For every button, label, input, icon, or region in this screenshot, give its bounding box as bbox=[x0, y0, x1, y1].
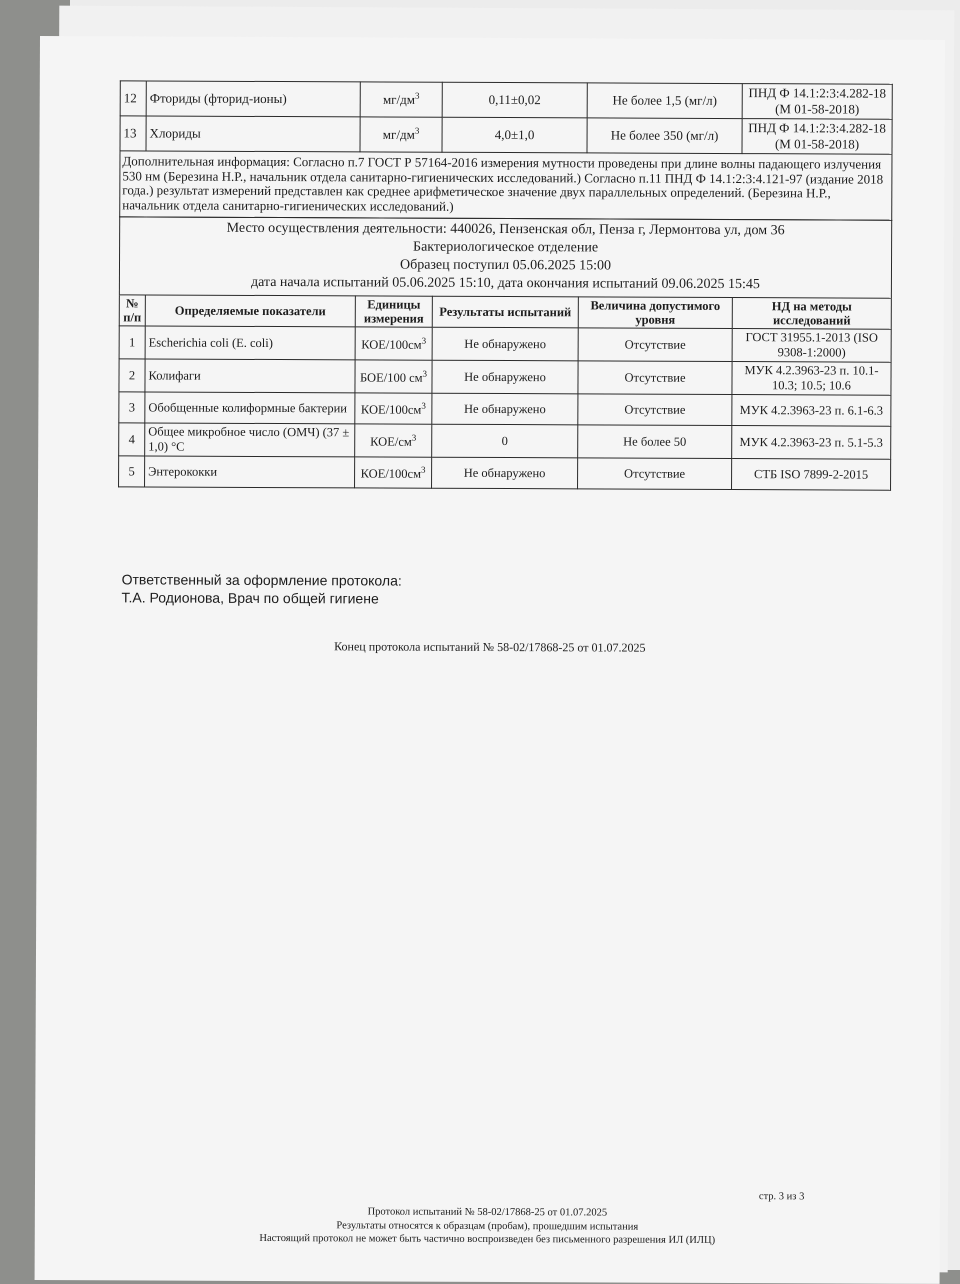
page-number: стр. 3 из 3 bbox=[758, 1191, 805, 1203]
row-limit bbox=[578, 361, 732, 395]
row-limit bbox=[578, 394, 732, 426]
responsible-person: Т.А. Родионова, Врач по общей гигиене bbox=[121, 589, 379, 607]
row-unit-text: КОЕ/100см bbox=[360, 466, 422, 481]
row-unit bbox=[355, 457, 432, 488]
row-name-text: Обобщенные колиформные бактерии bbox=[148, 400, 348, 416]
row-num-text: 1 bbox=[129, 335, 136, 350]
row-num bbox=[119, 456, 145, 487]
row-result bbox=[432, 424, 578, 458]
row-num bbox=[119, 359, 145, 392]
row-result-text: Не обнаружено bbox=[464, 336, 547, 351]
row-method bbox=[732, 362, 891, 396]
row-method-text: ПНД Ф 14.1:2:3:4.282-18 (М 01-58-2018) bbox=[748, 85, 887, 117]
row-name bbox=[145, 392, 355, 424]
row-unit-exponent: 3 bbox=[421, 464, 426, 475]
row-num bbox=[120, 81, 146, 116]
sample-received: Образец поступил 05.06.2025 15:00 bbox=[399, 257, 612, 274]
header-unit: Единицы измерения bbox=[355, 295, 432, 327]
row-result bbox=[442, 117, 587, 153]
row-method-text: МУК 4.2.3963-23 п. 6.1-6.3 bbox=[739, 402, 884, 418]
row-num-text: 5 bbox=[128, 464, 135, 479]
row-method bbox=[732, 395, 891, 427]
row-name-text: Escherichia coli (E. coli) bbox=[148, 335, 273, 350]
header-indicator: Определяемые показатели bbox=[145, 294, 355, 327]
row-result-text: 0,11±0,02 bbox=[488, 91, 541, 108]
row-method bbox=[732, 329, 891, 363]
table-row bbox=[119, 456, 891, 490]
row-result-text: Не обнаружено bbox=[464, 401, 546, 416]
test-dates: дата начала испытаний 05.06.2025 15:10, дата окончания испытаний 09.06.2025 15:45 bbox=[250, 275, 760, 293]
footer-line-1: Протокол испытаний № 58-02/17868-25 от 01.07.2025 bbox=[367, 1206, 608, 1219]
row-norm-text: Не более 1,5 (мг/л) bbox=[612, 92, 717, 108]
footer-line-3: Настоящий протокол не может быть частично воспроизведен без письменного разрешения ИЛ (ИЛЦ) bbox=[259, 1233, 716, 1247]
table-row bbox=[119, 392, 891, 426]
row-result-text: Не обнаружено bbox=[464, 369, 546, 384]
department-name: Бактериологическое отделение bbox=[413, 239, 599, 256]
row-unit-exponent: 3 bbox=[421, 335, 427, 346]
row-method-text: СТБ ISO 7899-2-2015 bbox=[754, 466, 869, 482]
header-num: № п/п bbox=[119, 294, 145, 326]
responsible-block bbox=[122, 570, 402, 608]
row-unit bbox=[355, 424, 432, 457]
row-method bbox=[742, 119, 892, 155]
row-name-text: Колифаги bbox=[148, 368, 201, 383]
row-limit-text: Отсутствие bbox=[624, 466, 686, 481]
row-unit-text: КОЕ/см bbox=[370, 434, 412, 449]
row-limit-text: Не более 50 bbox=[623, 434, 687, 449]
row-unit-text: БОЕ/100 см bbox=[359, 370, 423, 385]
table-row bbox=[119, 359, 891, 395]
row-method bbox=[742, 84, 892, 120]
row-norm bbox=[587, 83, 742, 119]
row-num bbox=[119, 392, 145, 423]
row-name bbox=[146, 116, 360, 152]
row-num bbox=[119, 423, 145, 456]
responsible-title: Ответственный за оформление протокола: bbox=[121, 571, 402, 589]
row-name bbox=[145, 359, 355, 393]
row-unit bbox=[355, 327, 432, 360]
row-unit-exponent: 3 bbox=[422, 368, 428, 379]
row-name-text: Хлориды bbox=[149, 125, 201, 141]
row-num-text: 12 bbox=[123, 90, 137, 106]
place-block bbox=[119, 217, 891, 298]
row-norm-text: Не более 350 (мг/л) bbox=[610, 127, 719, 143]
place-address: Место осуществления деятельности: 440026, Пензенская обл, Пенза г, Лермонтова ул, дом 36 bbox=[226, 220, 785, 239]
row-limit bbox=[578, 328, 732, 362]
row-result bbox=[442, 82, 587, 118]
row-unit-exponent: 3 bbox=[421, 400, 426, 411]
row-name-text: Фториды (фторид-ионы) bbox=[149, 90, 287, 107]
row-unit-exponent: 3 bbox=[414, 90, 420, 101]
row-unit bbox=[360, 117, 442, 152]
row-limit-text: Отсутствие bbox=[624, 337, 686, 352]
table-row bbox=[119, 423, 891, 459]
row-name bbox=[145, 423, 355, 457]
row-result bbox=[432, 393, 578, 425]
row-num bbox=[119, 326, 145, 359]
row-limit-text: Отсутствие bbox=[624, 402, 686, 417]
row-num-text: 13 bbox=[123, 125, 137, 141]
row-num-text: 3 bbox=[128, 400, 136, 415]
footer-line-2: Результаты относятся к образцам (пробам), прошедшим испытания bbox=[336, 1219, 639, 1233]
row-method bbox=[732, 459, 891, 491]
row-limit-text: Отсутствие bbox=[624, 370, 686, 385]
header-method: НД на методы исследований bbox=[732, 297, 891, 329]
header-result: Результаты испытаний bbox=[432, 296, 578, 328]
row-unit-exponent: 3 bbox=[411, 432, 417, 443]
additional-info: Дополнительная информация: Согласно п.7 ГОСТ Р 57164-2016 измерения мутности проведены при длине волны падающего излучения 530 нм (Березина Н.Р., начальник отдела санитарно-гигиенических исследований.) Согласно п.11 ПНД Ф 14.1:2:3:4.121-97 (издание 2018 года.) результат измерений представлен как среднее арифметическое значение двух параллельных определений. (Березина Н.Р., начальник отдела санитарно-гигиенических исследований.) bbox=[120, 151, 892, 220]
row-result-text: 0 bbox=[501, 433, 508, 448]
row-limit bbox=[578, 458, 732, 490]
row-result bbox=[432, 360, 578, 394]
table-row bbox=[120, 116, 892, 154]
header-limit: Величина допустимого уровня bbox=[578, 296, 732, 328]
row-unit bbox=[355, 360, 432, 393]
row-name bbox=[146, 81, 360, 117]
bacteriology-table bbox=[118, 216, 892, 491]
row-num-text: 2 bbox=[128, 368, 136, 383]
protocol-end-text: Конец протокола испытаний № 58-02/17868-25 от 01.07.2025 bbox=[334, 639, 646, 655]
row-unit-text: КОЕ/100см bbox=[361, 337, 422, 352]
row-method-text: ПНД Ф 14.1:2:3:4.282-18 (М 01-58-2018) bbox=[748, 120, 886, 152]
row-num-text: 4 bbox=[128, 432, 135, 447]
row-result-text: 4,0±1,0 bbox=[494, 126, 535, 143]
row-result-text: Не обнаружено bbox=[463, 465, 546, 480]
row-unit bbox=[360, 82, 442, 117]
row-method-text: МУК 4.2.3963-23 п. 10.1-10.3; 10.5; 10.6 bbox=[744, 363, 879, 393]
row-method-text: МУК 4.2.3963-23 п. 5.1-5.3 bbox=[739, 434, 883, 450]
row-unit bbox=[355, 393, 432, 424]
row-name bbox=[145, 326, 355, 360]
row-num bbox=[120, 116, 146, 151]
row-method bbox=[732, 426, 891, 460]
row-result bbox=[432, 327, 578, 361]
row-result bbox=[432, 457, 578, 489]
row-name-text: Общее микробное число (ОМЧ) (37 ± 1,0) °С bbox=[148, 424, 350, 454]
protocol-page bbox=[35, 36, 945, 1284]
table-row bbox=[120, 81, 892, 119]
row-name bbox=[145, 456, 355, 488]
row-unit-text: мг/дм bbox=[382, 127, 415, 143]
row-method-text: ГОСТ 31955.1-2013 (ISO 9308-1:2000) bbox=[745, 330, 878, 360]
row-unit-text: КОЕ/100см bbox=[360, 402, 422, 417]
page-footer bbox=[35, 1204, 940, 1249]
table-row bbox=[119, 326, 891, 362]
chemistry-table-tail bbox=[119, 80, 893, 220]
table-header-row bbox=[119, 294, 891, 329]
row-norm bbox=[587, 118, 742, 154]
page-content bbox=[118, 80, 892, 491]
row-limit bbox=[578, 425, 732, 459]
row-unit-exponent: 3 bbox=[414, 125, 420, 136]
row-unit-text: мг/дм bbox=[382, 92, 416, 108]
row-name-text: Энтерококки bbox=[148, 464, 218, 479]
